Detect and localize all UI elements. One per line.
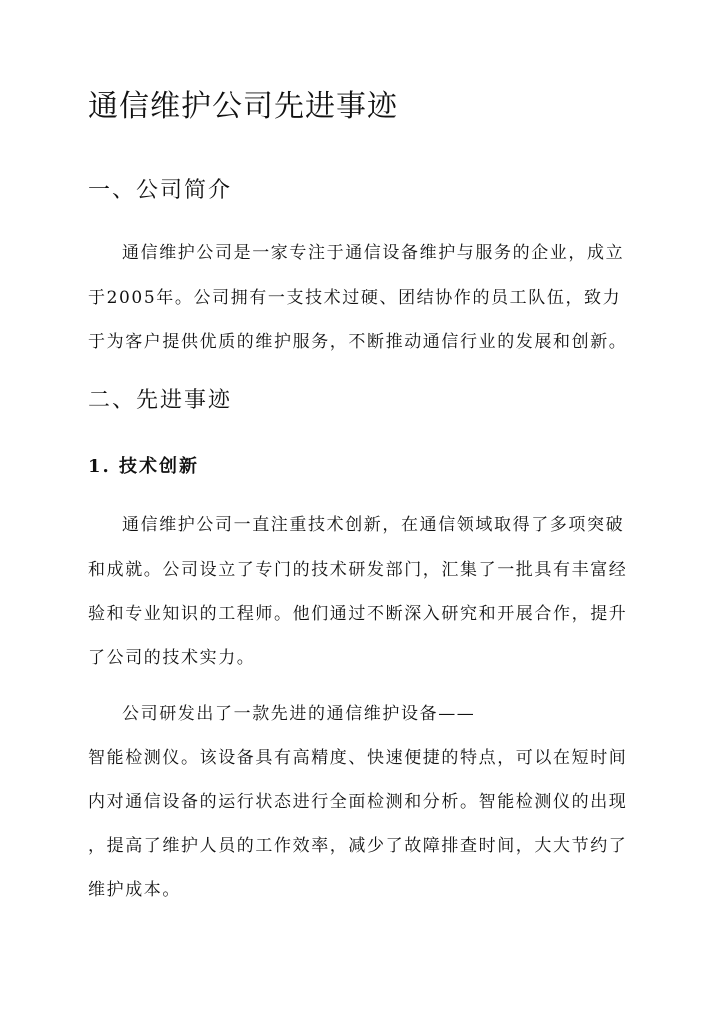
page-title: 通信维护公司先进事迹: [88, 89, 398, 124]
profile-paragraph-line-2: 于2005年。公司拥有一支技术过硬、团结协作的员工队伍，致力: [88, 288, 622, 308]
innovation-paragraph-1-line-2: 和成就。公司设立了专门的技术研发部门，汇集了一批具有丰富经: [88, 560, 628, 580]
innovation-paragraph-2-line-5: 维护成本。: [88, 880, 181, 900]
innovation-paragraph-2-line-2: 智能检测仪。该设备具有高精度、快速便捷的特点，可以在短时间: [88, 748, 628, 768]
profile-paragraph-line-3: 于为客户提供优质的维护服务，不断推动通信行业的发展和创新。: [88, 332, 628, 352]
innovation-paragraph-2-line-3: 内对通信设备的运行状态进行全面检测和分析。智能检测仪的出现: [88, 792, 628, 812]
innovation-paragraph-1-line-4: 了公司的技术实力。: [88, 648, 256, 668]
innovation-paragraph-1-line-1: 通信维护公司一直注重技术创新，在通信领域取得了多项突破: [122, 515, 625, 535]
section-heading-achievements: 二、先进事迹: [88, 388, 233, 413]
innovation-paragraph-1-line-3: 验和专业知识的工程师。他们通过不断深入研究和开展合作，提升: [88, 604, 628, 624]
innovation-paragraph-2-line-1: 公司研发出了一款先进的通信维护设备——: [122, 704, 476, 724]
section-heading-company-profile: 一、公司简介: [88, 178, 233, 203]
subsection-heading-technical-innovation: 1. 技术创新: [88, 456, 200, 477]
innovation-paragraph-2-line-4: ，提高了维护人员的工作效率，减少了故障排查时间，大大节约了: [88, 836, 628, 856]
profile-paragraph-line-1: 通信维护公司是一家专注于通信设备维护与服务的企业，成立: [122, 243, 625, 263]
